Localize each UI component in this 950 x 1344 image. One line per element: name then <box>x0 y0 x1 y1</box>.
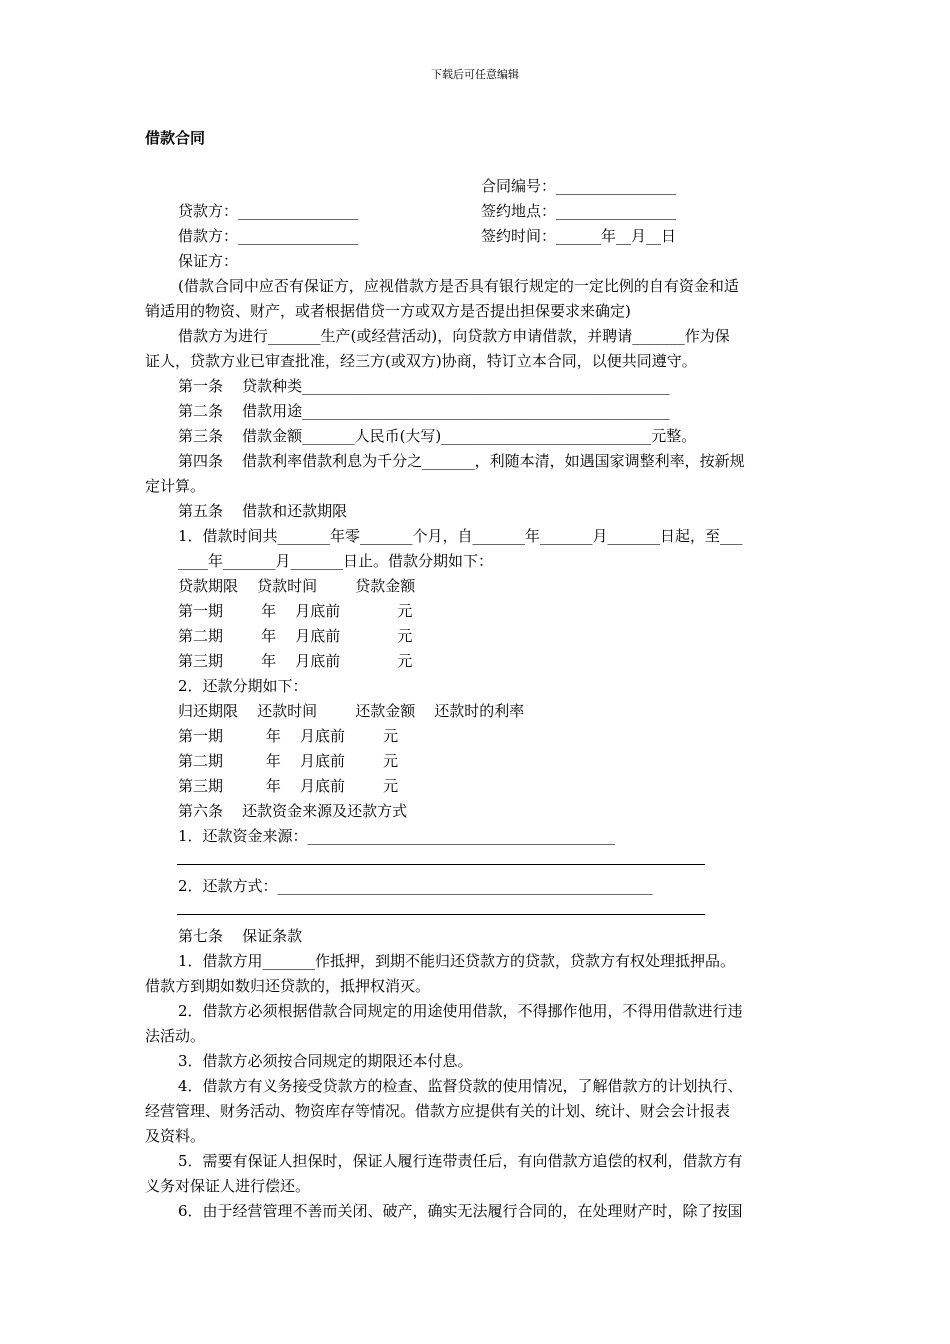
body-line: 经营管理、财务活动、物资库存等情况。借款方应提供有关的计划、统计、财会会计报表 <box>145 1102 731 1120</box>
body-line: 法活动。 <box>145 1027 206 1045</box>
repay-schedule-row: 第二期 年 月底前 元 <box>178 752 399 770</box>
signing-time-field: 签约时间：______年__月__日 <box>481 227 677 245</box>
contract-number-field: 合同编号：________________ <box>481 177 677 195</box>
body-line: 2．还款分期如下： <box>178 677 308 695</box>
body-line: 2．还款方式：__________________________________________________ <box>178 877 653 895</box>
body-line: 5．需要有保证人担保时，保证人履行连带责任后，有向借款方追偿的权利，借款方有 <box>178 1152 743 1170</box>
body-line: 借款方到期如数归还贷款的，抵押权消灭。 <box>145 977 431 995</box>
body-line: (借款合同中应否有保证方，应视借款方是否具有银行规定的一定比例的自有资金和适 <box>178 277 739 295</box>
repay-schedule-row: 第三期 年 月底前 元 <box>178 777 399 795</box>
guarantor-field: 保证方： <box>178 252 239 270</box>
body-line: ____年_______月_______日止。借款分期如下： <box>178 552 494 570</box>
body-line: 1．借款方用_______作抵押，到期不能归还贷款方的贷款，贷款方有权处理抵押品。 <box>178 952 736 970</box>
body-line: 销适用的物资、财产，或者根据借贷一方或双方是否提出担保要求来确定) <box>145 302 631 320</box>
body-line: 及资料。 <box>145 1127 206 1145</box>
article-1: 第一条 贷款种类_________________________________________________ <box>178 377 670 395</box>
lender-field: 贷款方：________________ <box>178 202 359 220</box>
article-2: 第二条 借款用途_________________________________________________ <box>178 402 670 420</box>
loan-schedule-header: 贷款期限 贷款时间 贷款金额 <box>178 577 416 595</box>
body-line: 4．借款方有义务接受贷款方的检查、监督贷款的使用情况，了解借款方的计划执行、 <box>178 1077 743 1095</box>
body-line: 2．借款方必须根据借款合同规定的用途使用借款，不得挪作他用，不得用借款进行违 <box>178 1002 743 1020</box>
loan-schedule-row: 第二期 年 月底前 元 <box>178 627 413 645</box>
article-5: 第五条 借款和还款期限 <box>178 502 348 520</box>
loan-schedule-row: 第一期 年 月底前 元 <box>178 602 413 620</box>
repay-schedule-header: 归还期限 还款时间 还款金额 还款时的利率 <box>178 702 525 720</box>
article-6: 第六条 还款资金来源及还款方式 <box>178 802 408 820</box>
body-line: 1．还款资金来源：_________________________________________ <box>178 827 616 845</box>
body-line: 1．借款时间共_______年零_______个月，自_______年_______月_______日起，至___ <box>178 527 743 545</box>
body-line: 定计算。 <box>145 477 206 495</box>
body-line: 6．由于经营管理不善而关闭、破产，确实无法履行合同的，在处理财产时，除了按国 <box>178 1202 743 1220</box>
body-line: 证人，贷款方业已审查批准，经三方(或双方)协商，特订立本合同，以便共同遵守。 <box>145 352 697 370</box>
repay-schedule-row: 第一期 年 月底前 元 <box>178 727 399 745</box>
borrower-field: 借款方：________________ <box>178 227 359 245</box>
signing-place-field: 签约地点：________________ <box>481 202 677 220</box>
body-line: 义务对保证人进行偿还。 <box>145 1177 311 1195</box>
document-title: 借款合同 <box>145 129 206 147</box>
blank-fill-line <box>177 914 705 915</box>
body-line: 3．借款方必须按合同规定的期限还本付息。 <box>178 1052 473 1070</box>
article-4: 第四条 借款利率借款利息为千分之_______，利随本清，如遇国家调整利率，按新规 <box>178 452 745 470</box>
article-7: 第七条 保证条款 <box>178 927 303 945</box>
article-3: 第三条 借款金额_______人民币(大写)____________________________元整。 <box>178 427 697 445</box>
body-line: 借款方为进行_______生产(或经营活动)，向贷款方申请借款，并聘请_______作为保 <box>178 327 730 345</box>
loan-schedule-row: 第三期 年 月底前 元 <box>178 652 413 670</box>
blank-fill-line <box>177 864 705 865</box>
page-header: 下载后可任意编辑 <box>431 68 519 81</box>
